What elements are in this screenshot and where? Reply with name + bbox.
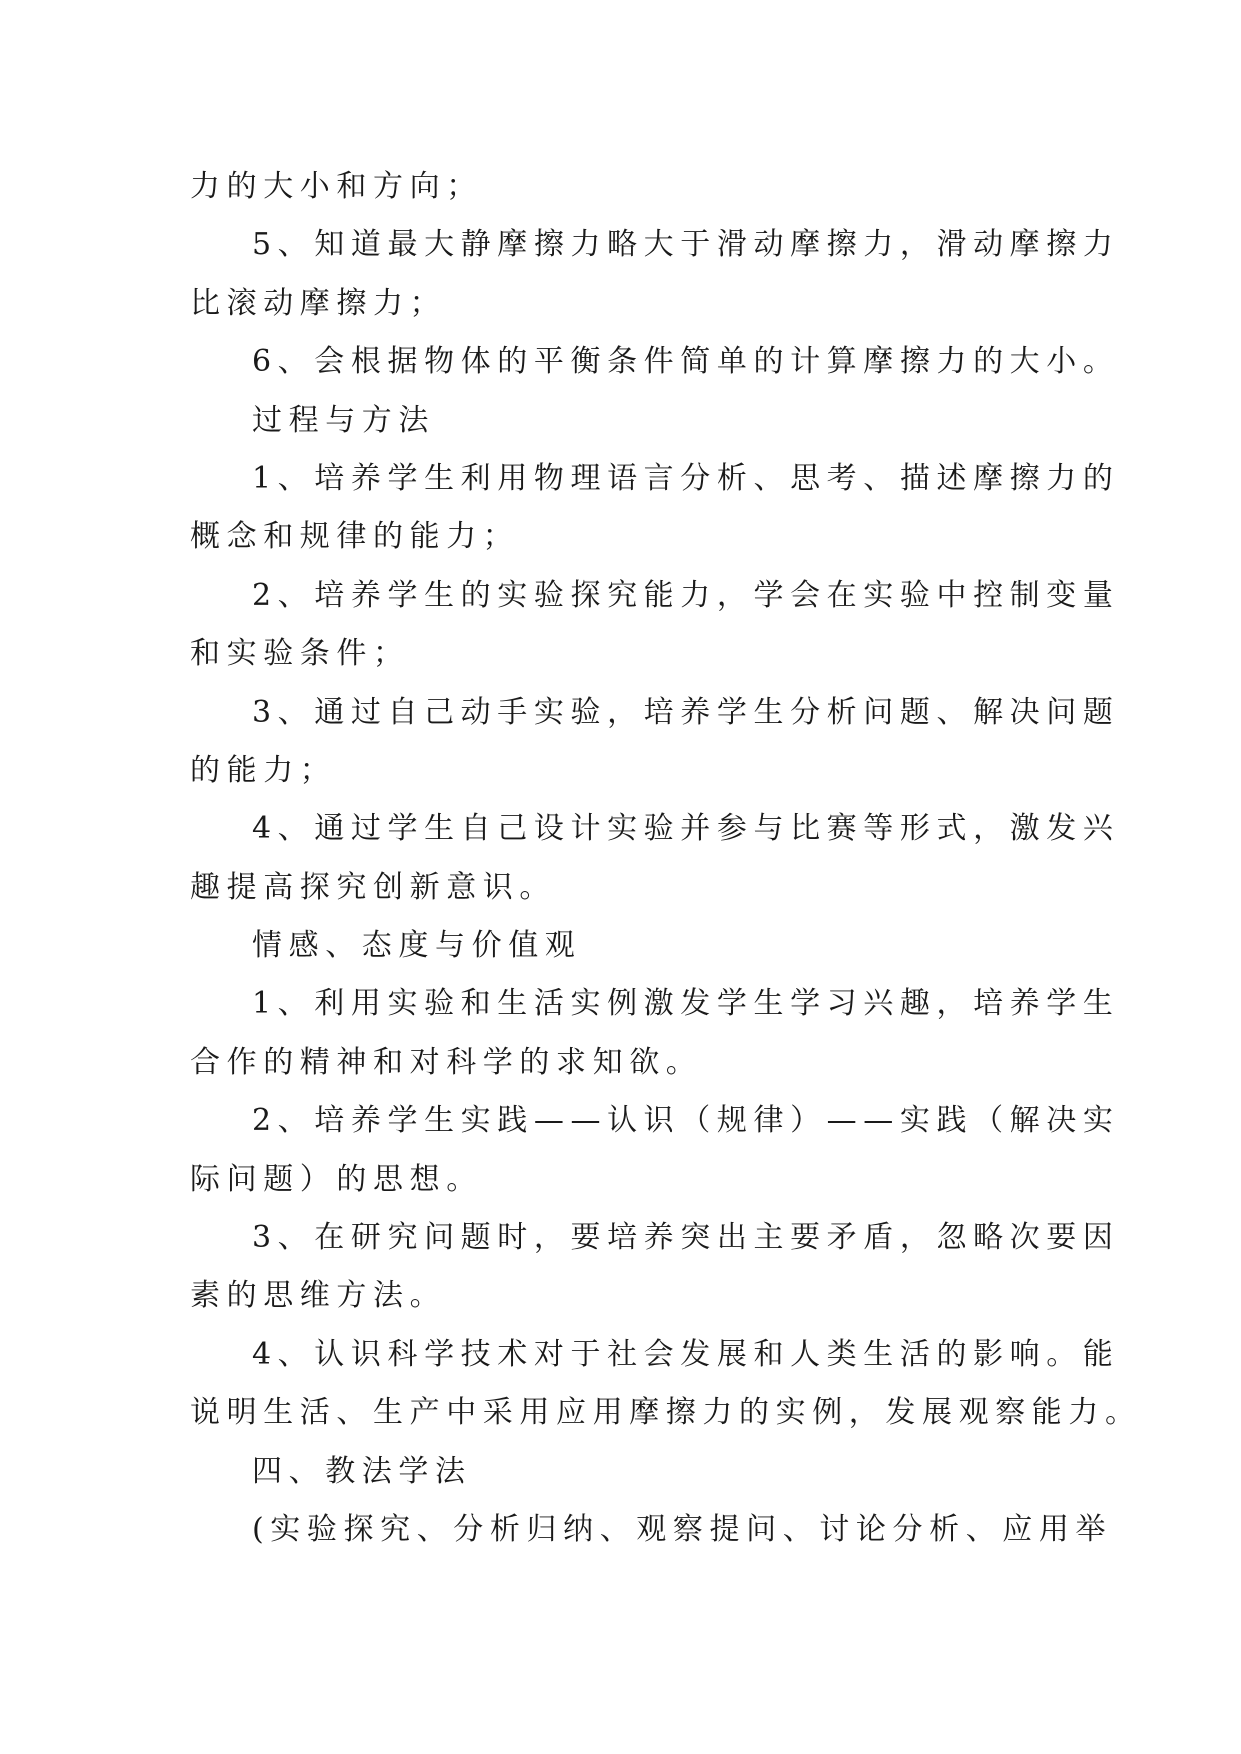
text-line: 说明生活、生产中采用应用摩擦力的实例，发展观察能力。 — [190, 1395, 1142, 1431]
section-heading: 情感、态度与价值观 — [252, 928, 582, 964]
text-line: 4、认识科学技术对于社会发展和人类生活的影响。能 — [252, 1336, 1120, 1372]
text-line: 素的思维方法。 — [190, 1278, 447, 1314]
text-line: 际问题）的思想。 — [190, 1161, 483, 1197]
text-line: 4、通过学生自己设计实验并参与比赛等形式，激发兴 — [252, 811, 1120, 847]
text-line: 2、培养学生实践——认识（规律）——实践（解决实 — [252, 1103, 1120, 1139]
text-line: 概念和规律的能力； — [190, 519, 520, 555]
text-line: 3、通过自己动手实验，培养学生分析问题、解决问题 — [252, 694, 1120, 730]
text-line: 1、利用实验和生活实例激发学生学习兴趣，培养学生 — [252, 986, 1120, 1022]
section-heading: 过程与方法 — [252, 402, 435, 438]
text-line: 1、培养学生利用物理语言分析、思考、描述摩擦力的 — [252, 460, 1120, 496]
text-line: 6、会根据物体的平衡条件简单的计算摩擦力的大小。 — [252, 344, 1120, 380]
text-line: 趣提高探究创新意识。 — [190, 869, 556, 905]
section-heading: 四、教法学法 — [252, 1453, 472, 1489]
text-line: (实验探究、分析归纳、观察提问、讨论分析、应用举 — [252, 1511, 1113, 1547]
text-line: 力的大小和方向； — [190, 169, 483, 204]
text-line: 5、知道最大静摩擦力略大于滑动摩擦力，滑动摩擦力 — [252, 227, 1120, 263]
text-line: 合作的精神和对科学的求知欲。 — [190, 1044, 703, 1080]
text-line: 的能力； — [190, 752, 337, 788]
document-body — [190, 158, 1142, 1559]
text-line: 比滚动摩擦力； — [190, 285, 447, 321]
text-line: 和实验条件； — [190, 636, 410, 672]
text-line: 2、培养学生的实验探究能力，学会在实验中控制变量 — [252, 577, 1120, 613]
text-line: 3、在研究问题时，要培养突出主要矛盾，忽略次要因 — [252, 1220, 1120, 1256]
